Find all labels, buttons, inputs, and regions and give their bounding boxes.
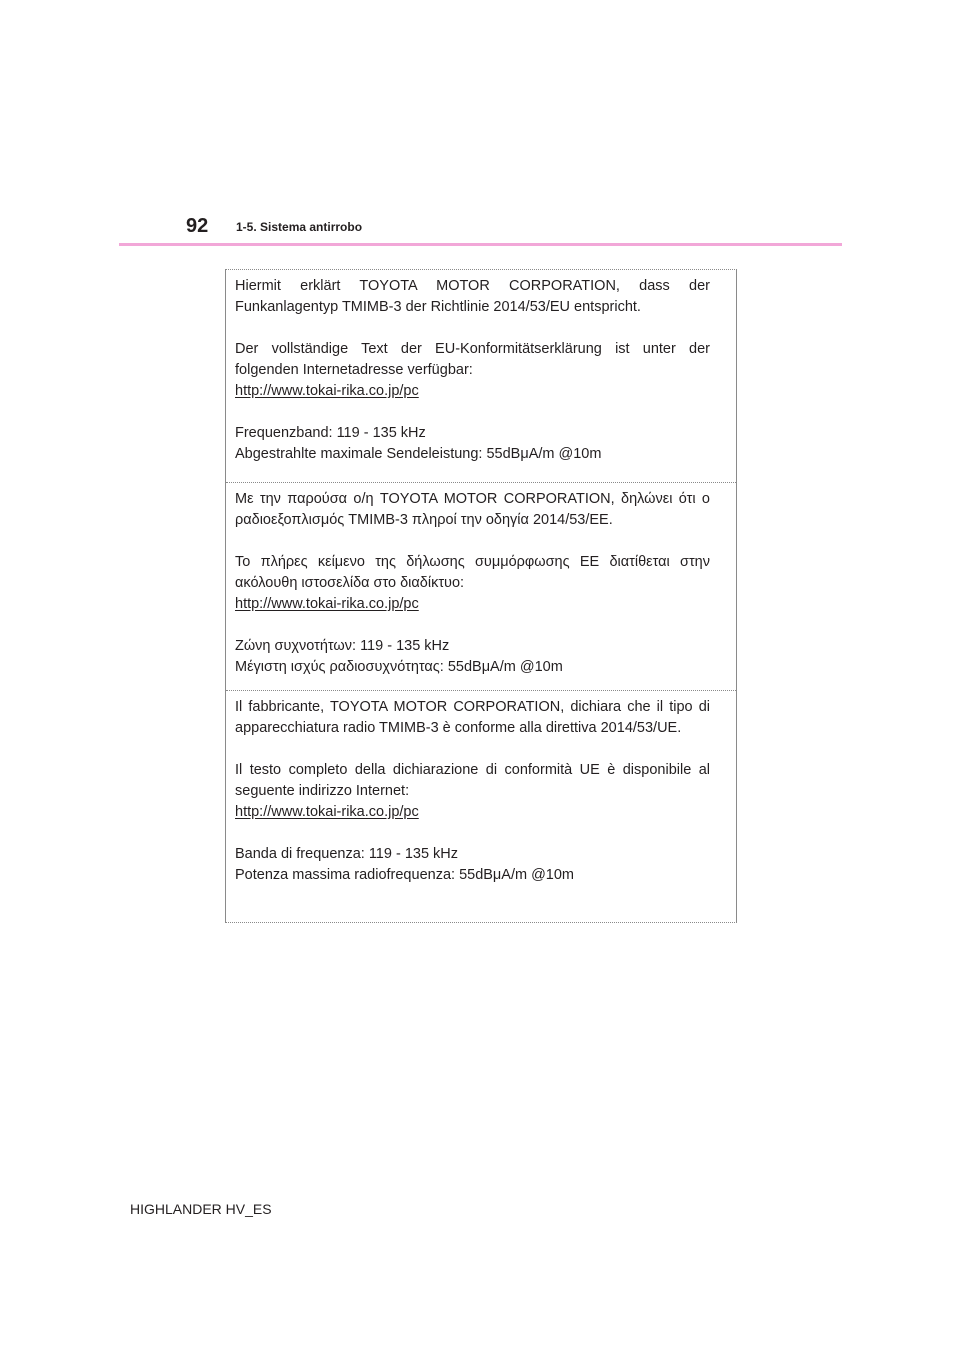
power-text: Μέγιστη ισχύς ραδιοσυχνότητας: 55dBμA/m @10m bbox=[235, 659, 563, 675]
availability-text: Der vollständige Text der EU-Konformitätserklärung ist unter der folgenden Internetadresse verfügbar: bbox=[235, 341, 710, 378]
power-text: Potenza massima radiofrequenza: 55dBμA/m @10m bbox=[235, 867, 575, 883]
notice-section-german bbox=[226, 270, 736, 482]
frequency-text: Ζώνη συχνοτήτων: 119 - 135 kHz bbox=[235, 638, 450, 654]
declaration-text: Il fabbricante, TOYOTA MOTOR CORPORATION, dichiara che il tipo di apparecchiatura radio TMIMB-3 è conforme alla direttiva 2014/53/UE. bbox=[235, 699, 710, 736]
frequency-text: Frequenzband: 119 - 135 kHz bbox=[235, 425, 426, 441]
notice-section-greek bbox=[226, 482, 736, 690]
notice-section-italian bbox=[226, 690, 736, 922]
spacer bbox=[235, 318, 710, 339]
availability-text: Il testo completo della dichiarazione di conformità UE è disponibile al seguente indirizzo Internet: bbox=[235, 762, 710, 799]
conformity-url-link[interactable]: http://www.tokai-rika.co.jp/pc bbox=[235, 804, 419, 820]
spacer bbox=[235, 402, 710, 423]
power-text: Abgestrahlte maximale Sendeleistung: 55dBμA/m @10m bbox=[235, 446, 602, 462]
spacer bbox=[235, 823, 710, 844]
conformity-url-link[interactable]: http://www.tokai-rika.co.jp/pc bbox=[235, 596, 419, 612]
footer-model-label: HIGHLANDER HV_ES bbox=[130, 1201, 272, 1217]
spacer bbox=[235, 615, 710, 636]
frequency-text: Banda di frequenza: 119 - 135 kHz bbox=[235, 846, 459, 862]
header-rule bbox=[119, 243, 842, 246]
conformity-url-link[interactable]: http://www.tokai-rika.co.jp/pc bbox=[235, 383, 419, 399]
page-number: 92 bbox=[186, 215, 209, 237]
spacer bbox=[235, 739, 710, 760]
section-title: 1-5. Sistema antirrobo bbox=[236, 220, 363, 234]
declaration-text: Με την παρούσα ο/η TOYOTA MOTOR CORPORATION, δηλώνει ότι ο ραδιοεξοπλισμός TMIMB-3 πληροί την οδηγία 2014/53/ΕΕ. bbox=[235, 491, 710, 528]
availability-text: Το πλήρες κείμενο της δήλωσης συμμόρφωσης ΕΕ διατίθεται στην ακόλουθη ιστοσελίδα στο διαδίκτυο: bbox=[235, 554, 710, 591]
declaration-text: Hiermit erklärt TOYOTA MOTOR CORPORATION, dass der Funkanlagentyp TMIMB-3 der Richtlinie 2014/53/EU entspricht. bbox=[235, 278, 710, 315]
spacer bbox=[235, 531, 710, 552]
regulatory-notice-box bbox=[225, 269, 737, 923]
